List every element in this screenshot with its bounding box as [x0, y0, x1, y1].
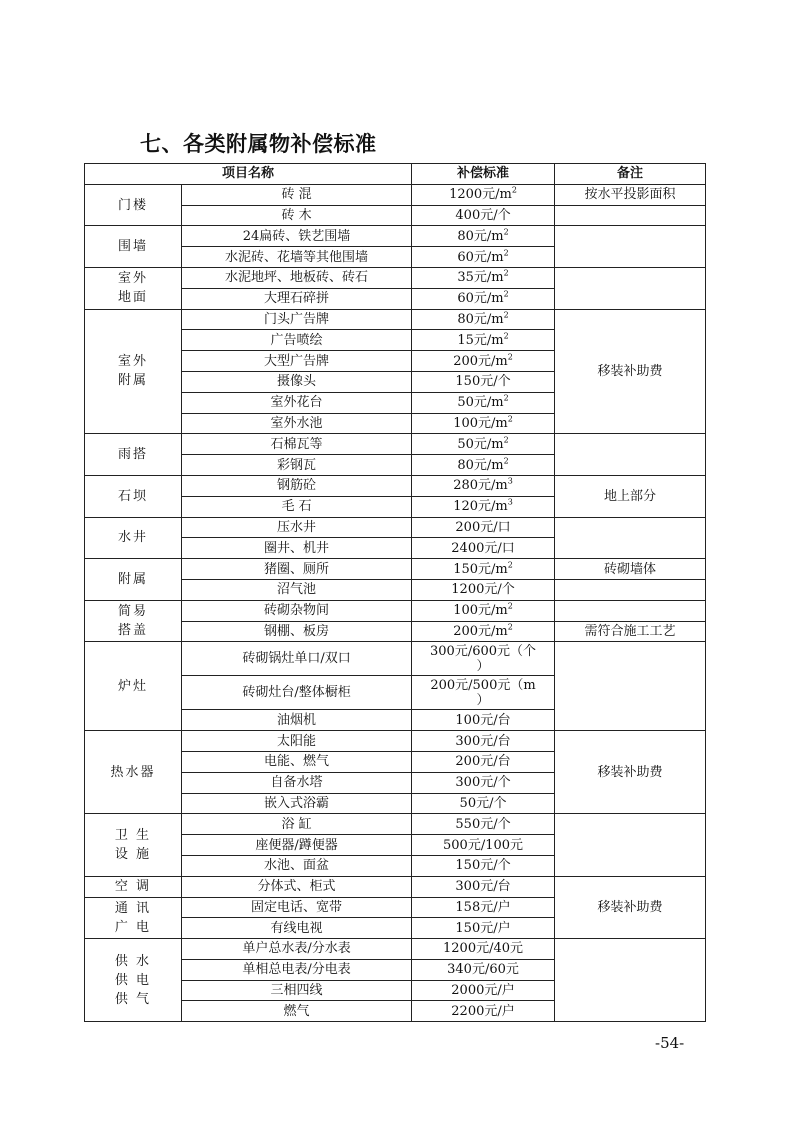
- standard-cell: 60元$/m^2$: [412, 247, 555, 268]
- standard-cell: 120元$/m^3$: [412, 496, 555, 517]
- item-cell: 自备水塔: [182, 772, 412, 793]
- standard-cell: 80元$/m^2$: [412, 455, 555, 476]
- table-row: [85, 226, 706, 247]
- table-row: [85, 939, 706, 960]
- standard-cell: 150元/个: [412, 855, 555, 876]
- item-cell: 油烟机: [182, 710, 412, 731]
- table-row: [85, 267, 706, 288]
- standard-cell: 50元$/m^2$: [412, 392, 555, 413]
- category-cell: 炉灶: [85, 642, 182, 731]
- standard-cell: 200元$/m^2$: [412, 621, 555, 642]
- item-cell: 24扁砖、铁艺围墙: [182, 226, 412, 247]
- remark-cell: [555, 267, 706, 309]
- standard-cell: 80元$/m^2$: [412, 309, 555, 330]
- standard-cell: 150元/个: [412, 371, 555, 392]
- item-cell: 石棉瓦等: [182, 434, 412, 455]
- item-cell: 砖 混: [182, 184, 412, 205]
- item-cell: 三相四线: [182, 980, 412, 1001]
- item-cell: 座便器/蹲便器: [182, 835, 412, 856]
- standard-cell: 300元/台: [412, 731, 555, 752]
- item-cell: 分体式、柜式: [182, 876, 412, 897]
- category-cell: 供 水 供 电 供 气: [85, 939, 182, 1022]
- header-standard: 补偿标准: [412, 164, 555, 185]
- item-cell: 大理石碎拼: [182, 288, 412, 309]
- standard-cell: 400元/个: [412, 205, 555, 226]
- standard-cell: 300元/个: [412, 772, 555, 793]
- item-cell: 室外花台: [182, 392, 412, 413]
- standard-cell: 150元$/m^2$: [412, 559, 555, 580]
- remark-cell: [555, 642, 706, 731]
- standard-cell: 100元$/m^2$: [412, 413, 555, 434]
- item-cell: 毛 石: [182, 496, 412, 517]
- standard-cell: 300元/台: [412, 876, 555, 897]
- category-cell: 通 讯 广 电: [85, 897, 182, 939]
- item-cell: 固定电话、宽带: [182, 897, 412, 918]
- standard-cell: 158元/户: [412, 897, 555, 918]
- standard-cell: 100元$/m^2$: [412, 600, 555, 621]
- item-cell: 电能、燃气: [182, 751, 412, 772]
- remark-cell: [555, 434, 706, 476]
- item-cell: 砖 木: [182, 205, 412, 226]
- standard-cell: 150元/户: [412, 918, 555, 939]
- standard-cell: 60元$/m^2$: [412, 288, 555, 309]
- category-cell: 附属: [85, 559, 182, 601]
- category-cell: 室外 地面: [85, 267, 182, 309]
- remark-cell: 需符合施工工艺: [555, 621, 706, 642]
- item-cell: 彩钢瓦: [182, 455, 412, 476]
- remark-cell: 移装补助费: [555, 876, 706, 938]
- category-cell: 室外 附属: [85, 309, 182, 434]
- header-item: 项目名称: [85, 164, 412, 185]
- standard-cell: 550元/个: [412, 814, 555, 835]
- item-cell: 有线电视: [182, 918, 412, 939]
- item-cell: 水泥地坪、地板砖、砖石: [182, 267, 412, 288]
- standard-cell: 200元$/m^2$: [412, 351, 555, 372]
- remark-cell: [555, 517, 706, 559]
- standard-cell: 2200元/户: [412, 1001, 555, 1022]
- table-row: [85, 731, 706, 752]
- page-title: 七、各类附属物补偿标准: [140, 132, 377, 156]
- category-cell: 水井: [85, 517, 182, 559]
- table-header-row: [85, 164, 706, 185]
- category-cell: 门楼: [85, 184, 182, 226]
- standard-cell: 500元/100元: [412, 835, 555, 856]
- category-cell: 石坝: [85, 475, 182, 517]
- compensation-table: [84, 163, 706, 1022]
- table-row: [85, 600, 706, 621]
- item-cell: 单户总水表/分水表: [182, 939, 412, 960]
- standard-cell: 2400元/口: [412, 538, 555, 559]
- standard-cell: 50元/个: [412, 793, 555, 814]
- item-cell: 水池、面盆: [182, 855, 412, 876]
- standard-cell: 1200元/个: [412, 579, 555, 600]
- item-cell: 燃气: [182, 1001, 412, 1022]
- item-cell: 压水井: [182, 517, 412, 538]
- table-row: [85, 517, 706, 538]
- item-cell: 摄像头: [182, 371, 412, 392]
- remark-cell: [555, 600, 706, 621]
- remark-cell: [555, 579, 706, 600]
- category-cell: 空 调: [85, 876, 182, 897]
- item-cell: 沼气池: [182, 579, 412, 600]
- item-cell: 砖砌杂物间: [182, 600, 412, 621]
- table-row: [85, 642, 706, 676]
- remark-cell: 移装补助费: [555, 731, 706, 814]
- table-row: [85, 475, 706, 496]
- page-number: -54-: [655, 1034, 685, 1052]
- remark-cell: 地上部分: [555, 475, 706, 517]
- table-row: [85, 184, 706, 205]
- item-cell: 猪圈、厕所: [182, 559, 412, 580]
- item-cell: 广告喷绘: [182, 330, 412, 351]
- standard-cell: 280元$/m^3$: [412, 475, 555, 496]
- item-cell: 砖砌锅灶单口/双口: [182, 642, 412, 676]
- standard-cell: 200元/口: [412, 517, 555, 538]
- standard-cell: 200元/500元（m ）: [412, 676, 555, 710]
- standard-cell: 100元/台: [412, 710, 555, 731]
- remark-cell: [555, 814, 706, 876]
- category-cell: 简易 搭盖: [85, 600, 182, 642]
- category-cell: 雨搭: [85, 434, 182, 476]
- table-row: [85, 559, 706, 580]
- standard-cell: 1200元/40元: [412, 939, 555, 960]
- item-cell: 钢筋砼: [182, 475, 412, 496]
- item-cell: 太阳能: [182, 731, 412, 752]
- category-cell: 卫 生 设 施: [85, 814, 182, 876]
- item-cell: 钢棚、板房: [182, 621, 412, 642]
- standard-cell: 340元/60元: [412, 959, 555, 980]
- item-cell: 浴 缸: [182, 814, 412, 835]
- table-row: [85, 309, 706, 330]
- standard-cell: 200元/台: [412, 751, 555, 772]
- item-cell: 砖砌灶台/整体橱柜: [182, 676, 412, 710]
- standard-cell: 80元$/m^2$: [412, 226, 555, 247]
- remark-cell: [555, 939, 706, 1022]
- standard-cell: 35元$/m^2$: [412, 267, 555, 288]
- item-cell: 室外水池: [182, 413, 412, 434]
- item-cell: 嵌入式浴霸: [182, 793, 412, 814]
- standard-cell: 2000元/户: [412, 980, 555, 1001]
- remark-cell: 砖砌墙体: [555, 559, 706, 580]
- item-cell: 门头广告牌: [182, 309, 412, 330]
- remark-cell: [555, 205, 706, 226]
- standard-cell: 50元$/m^2$: [412, 434, 555, 455]
- remark-cell: [555, 226, 706, 268]
- category-cell: 围墙: [85, 226, 182, 268]
- category-cell: 热水器: [85, 731, 182, 814]
- standard-cell: 15元$/m^2$: [412, 330, 555, 351]
- table-row: [85, 434, 706, 455]
- header-remark: 备注: [555, 164, 706, 185]
- standard-cell: 300元/600元（个 ）: [412, 642, 555, 676]
- table-row: [85, 814, 706, 835]
- item-cell: 圈井、机井: [182, 538, 412, 559]
- item-cell: 单相总电表/分电表: [182, 959, 412, 980]
- remark-cell: 按水平投影面积: [555, 184, 706, 205]
- item-cell: 大型广告牌: [182, 351, 412, 372]
- standard-cell: 1200元$/m^2$: [412, 184, 555, 205]
- table-row: [85, 876, 706, 897]
- item-cell: 水泥砖、花墙等其他围墙: [182, 247, 412, 268]
- remark-cell: 移装补助费: [555, 309, 706, 434]
